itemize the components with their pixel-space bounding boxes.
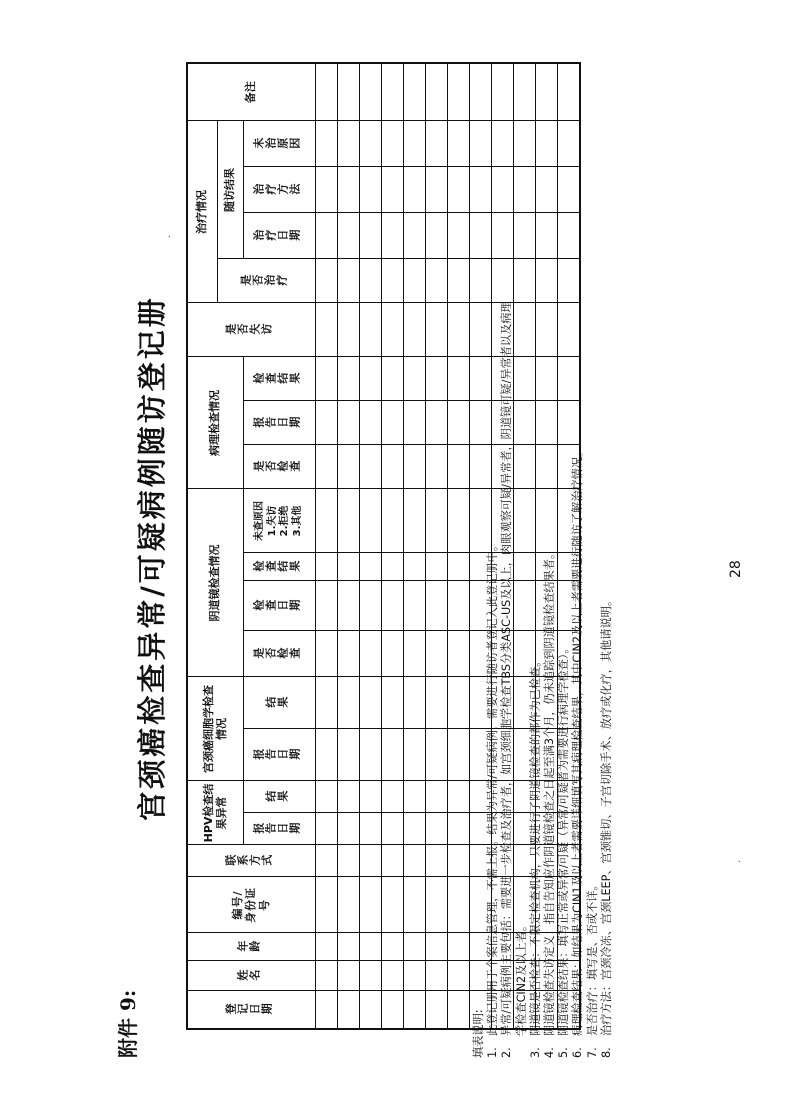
instructions-list xyxy=(486,38,614,1058)
table-cell[interactable] xyxy=(359,961,381,991)
table-cell[interactable] xyxy=(425,813,447,845)
table-cell[interactable] xyxy=(425,877,447,933)
table-cell[interactable] xyxy=(315,877,337,933)
table-cell[interactable] xyxy=(403,991,425,1029)
table-cell[interactable] xyxy=(359,845,381,877)
table-cell[interactable] xyxy=(315,213,337,259)
table-cell[interactable] xyxy=(425,63,447,121)
table-cell[interactable] xyxy=(447,259,469,303)
table-cell[interactable] xyxy=(337,401,359,445)
table-cell[interactable] xyxy=(381,63,403,121)
table-cell[interactable] xyxy=(447,781,469,813)
table-cell[interactable] xyxy=(359,813,381,845)
table-cell[interactable] xyxy=(337,729,359,781)
table-cell[interactable] xyxy=(315,303,337,357)
col-untreated-reason: 未治原因 xyxy=(243,121,315,167)
table-cell[interactable] xyxy=(425,303,447,357)
table-row xyxy=(381,63,403,1029)
appendix-label: 附件 9: xyxy=(116,989,140,1058)
table-cell[interactable] xyxy=(403,63,425,121)
instruction-number: 8. xyxy=(599,1047,613,1058)
table-cell[interactable] xyxy=(315,401,337,445)
instruction-text: 此登记册用于个案信息管理，不需上报。结果为异常/可疑病例，需要进行随访者登记入此登记册中。 xyxy=(486,539,500,1036)
table-cell[interactable] xyxy=(447,401,469,445)
table-cell[interactable] xyxy=(359,631,381,677)
group-colposcopy: 阴道镜检查情况 xyxy=(187,489,243,677)
col-name: 姓名 xyxy=(187,961,315,991)
table-cell[interactable] xyxy=(359,445,381,489)
table-cell[interactable] xyxy=(337,121,359,167)
col-colpo-date: 检查日期 xyxy=(243,581,315,631)
table-cell[interactable] xyxy=(337,553,359,581)
instruction-number: 7. xyxy=(585,1047,599,1058)
table-cell[interactable] xyxy=(359,553,381,581)
table-cell[interactable] xyxy=(447,357,469,401)
table-cell[interactable] xyxy=(425,845,447,877)
table-cell[interactable] xyxy=(447,961,469,991)
table-cell[interactable] xyxy=(381,581,403,631)
table-cell[interactable] xyxy=(381,813,403,845)
instructions-heading: 填表说明: xyxy=(472,1009,485,1058)
table-cell[interactable] xyxy=(381,489,403,553)
col-cyto-report-date: 报告日期 xyxy=(243,729,315,781)
instruction-number: 3. xyxy=(528,1047,542,1058)
instruction-text: 异常/可疑病例主要包括：需要进一步检查及治疗者，如宫颈细胞学检查TBS分类ASC-US及以上，肉眼观察可疑/异常者，阴道镜可疑/异常者以及病理 xyxy=(500,301,514,1036)
table-cell[interactable] xyxy=(403,781,425,813)
table-cell[interactable] xyxy=(315,259,337,303)
table-row xyxy=(447,63,469,1029)
table-cell[interactable] xyxy=(381,877,403,933)
table-cell[interactable] xyxy=(447,213,469,259)
table-cell[interactable] xyxy=(425,489,447,553)
table-cell[interactable] xyxy=(337,167,359,213)
col-hpv-report-date: 报告日期 xyxy=(243,813,315,845)
table-cell[interactable] xyxy=(315,729,337,781)
table-cell[interactable] xyxy=(447,991,469,1029)
col-id-number: 编号/身份证号 xyxy=(187,877,315,933)
table-cell[interactable] xyxy=(403,933,425,961)
table-cell[interactable] xyxy=(447,813,469,845)
table-cell[interactable] xyxy=(403,553,425,581)
table-cell[interactable] xyxy=(381,729,403,781)
page-title: 宫颈癌检查异常/可疑病例随访登记册 xyxy=(135,295,169,821)
table-row xyxy=(315,63,337,1029)
table-cell[interactable] xyxy=(447,167,469,213)
instruction-item xyxy=(500,38,514,1058)
table-cell[interactable] xyxy=(381,933,403,961)
table-cell[interactable] xyxy=(403,845,425,877)
table-cell[interactable] xyxy=(403,167,425,213)
instruction-text: 病理检查结果：如结果为CIN1及以上者需要详细填写其病理检查结果，其中CIN2及以上者需要进行随访了解治疗情况。 xyxy=(571,445,585,1036)
colpo-reason-2: 2.拒绝 xyxy=(279,505,290,537)
col-colpo-checked: 是否检查 xyxy=(243,631,315,677)
instruction-number: 6. xyxy=(571,1047,585,1058)
table-cell[interactable] xyxy=(425,167,447,213)
table-cell[interactable] xyxy=(337,303,359,357)
table-cell[interactable] xyxy=(315,581,337,631)
table-cell[interactable] xyxy=(337,631,359,677)
table-cell[interactable] xyxy=(315,781,337,813)
group-pathology: 病理检查情况 xyxy=(187,357,243,489)
table-cell[interactable] xyxy=(337,259,359,303)
table-row xyxy=(359,63,381,1029)
table-cell[interactable] xyxy=(403,489,425,553)
table-cell[interactable] xyxy=(403,729,425,781)
table-cell[interactable] xyxy=(381,121,403,167)
table-row xyxy=(425,63,447,1029)
table-cell[interactable] xyxy=(425,445,447,489)
table-cell[interactable] xyxy=(425,933,447,961)
table-cell[interactable] xyxy=(381,845,403,877)
table-cell[interactable] xyxy=(337,845,359,877)
instruction-item xyxy=(600,38,614,1058)
table-cell[interactable] xyxy=(403,303,425,357)
table-cell[interactable] xyxy=(447,877,469,933)
scan-mark: · xyxy=(165,234,176,238)
table-cell[interactable] xyxy=(425,581,447,631)
col-patho-result: 检查结果 xyxy=(243,357,315,401)
table-cell[interactable] xyxy=(447,581,469,631)
col-treated: 是否治疗 xyxy=(217,259,315,303)
table-cell[interactable] xyxy=(315,167,337,213)
table-cell[interactable] xyxy=(447,489,469,553)
table-cell[interactable] xyxy=(359,877,381,933)
table-cell[interactable] xyxy=(337,677,359,729)
table-cell[interactable] xyxy=(359,357,381,401)
table-cell[interactable] xyxy=(447,631,469,677)
colpo-reason-3: 3.其他 xyxy=(291,505,303,537)
table-cell[interactable] xyxy=(425,729,447,781)
col-cyto-result: 结果 xyxy=(243,677,315,729)
table-cell[interactable] xyxy=(359,63,381,121)
table-cell[interactable] xyxy=(381,259,403,303)
table-cell[interactable] xyxy=(381,303,403,357)
table-cell[interactable] xyxy=(403,445,425,489)
table-cell[interactable] xyxy=(337,213,359,259)
instruction-item xyxy=(529,38,543,1058)
table-cell[interactable] xyxy=(359,933,381,961)
table-cell[interactable] xyxy=(381,401,403,445)
table-cell[interactable] xyxy=(425,357,447,401)
instruction-text: 是否治疗：填写是、否或不详。 xyxy=(585,879,599,1036)
table-cell[interactable] xyxy=(425,781,447,813)
table-cell[interactable] xyxy=(315,677,337,729)
table-cell[interactable] xyxy=(359,401,381,445)
table-cell[interactable] xyxy=(403,813,425,845)
table-cell[interactable] xyxy=(403,357,425,401)
table-cell[interactable] xyxy=(447,933,469,961)
table-cell[interactable] xyxy=(381,445,403,489)
table-cell[interactable] xyxy=(359,677,381,729)
table-cell[interactable] xyxy=(381,991,403,1029)
instruction-text: 阴道镜检查失访定义：指自告知应作阴道镜检查之日起至满3个月，仍未追踪到阴道镜检查结果者。 xyxy=(543,547,557,1036)
table-cell[interactable] xyxy=(403,401,425,445)
table-cell[interactable] xyxy=(315,121,337,167)
table-cell[interactable] xyxy=(403,877,425,933)
scan-mark: · xyxy=(735,859,746,863)
col-hpv-result: 结果 xyxy=(243,781,315,813)
col-remarks: 备注 xyxy=(187,63,315,121)
table-cell[interactable] xyxy=(403,121,425,167)
table-cell[interactable] xyxy=(359,729,381,781)
table-cell[interactable] xyxy=(315,813,337,845)
table-cell[interactable] xyxy=(425,991,447,1029)
col-patho-checked: 是否检查 xyxy=(243,445,315,489)
table-cell[interactable] xyxy=(315,553,337,581)
table-cell[interactable] xyxy=(337,489,359,553)
instruction-item xyxy=(571,38,585,1058)
instruction-item xyxy=(486,38,500,1058)
instruction-text: 治疗方法：宫颈冷冻、宫颈LEEP、宫颈锥切、子宫切除手术、放疗或化疗，其他请说明。 xyxy=(599,594,613,1036)
group-treatment: 治疗情况 xyxy=(187,121,217,303)
table-cell[interactable] xyxy=(337,933,359,961)
table-cell[interactable] xyxy=(359,167,381,213)
table-cell[interactable] xyxy=(315,357,337,401)
colpo-reason-1: 1.失访 xyxy=(266,505,278,537)
table-cell[interactable] xyxy=(447,553,469,581)
table-cell[interactable] xyxy=(403,677,425,729)
table-cell[interactable] xyxy=(381,553,403,581)
instruction-number: 1. xyxy=(486,1047,500,1058)
table-cell[interactable] xyxy=(425,553,447,581)
table-cell[interactable] xyxy=(425,121,447,167)
table-row xyxy=(337,63,359,1029)
table-cell[interactable] xyxy=(403,213,425,259)
table-cell[interactable] xyxy=(337,961,359,991)
table-cell[interactable] xyxy=(315,961,337,991)
table-cell[interactable] xyxy=(403,581,425,631)
table-cell[interactable] xyxy=(381,167,403,213)
table-cell[interactable] xyxy=(425,677,447,729)
table-cell[interactable] xyxy=(381,781,403,813)
table-cell[interactable] xyxy=(359,581,381,631)
instruction-text: 阴道镜是否检查：不限定检查机构，只要进行了阴道镜检查的都作为已检查。 xyxy=(528,655,542,1036)
table-cell[interactable] xyxy=(337,445,359,489)
table-cell[interactable] xyxy=(315,991,337,1029)
table-cell[interactable] xyxy=(447,63,469,121)
col-reg-date: 登记日期 xyxy=(187,991,315,1029)
table-cell[interactable] xyxy=(315,489,337,553)
table-cell[interactable] xyxy=(359,121,381,167)
table-cell[interactable] xyxy=(359,489,381,553)
instruction-item xyxy=(557,38,571,1058)
col-treat-method: 治疗方法 xyxy=(243,167,315,213)
table-cell[interactable] xyxy=(447,121,469,167)
col-colpo-reason xyxy=(243,489,315,553)
table-cell[interactable] xyxy=(425,961,447,991)
table-cell[interactable] xyxy=(447,677,469,729)
table-cell[interactable] xyxy=(381,961,403,991)
table-cell[interactable] xyxy=(315,63,337,121)
table-cell[interactable] xyxy=(381,631,403,677)
table-cell[interactable] xyxy=(337,877,359,933)
table-cell[interactable] xyxy=(447,445,469,489)
table-cell[interactable] xyxy=(425,213,447,259)
table-row xyxy=(403,63,425,1029)
table-cell[interactable] xyxy=(425,631,447,677)
table-cell[interactable] xyxy=(359,213,381,259)
page-number: 28 xyxy=(728,560,744,578)
group-followup: 随访结果 xyxy=(217,121,243,259)
group-hpv: HPV检查结果异常 xyxy=(187,781,243,845)
table-cell[interactable] xyxy=(447,303,469,357)
col-patho-report-date: 报告日期 xyxy=(243,401,315,445)
table-cell[interactable] xyxy=(337,581,359,631)
table-cell[interactable] xyxy=(337,357,359,401)
fill-instructions xyxy=(472,38,614,1058)
table-cell[interactable] xyxy=(359,781,381,813)
table-cell[interactable] xyxy=(315,933,337,961)
table-cell[interactable] xyxy=(425,259,447,303)
col-treat-date: 治疗日期 xyxy=(243,213,315,259)
instruction-number: 5. xyxy=(557,1047,571,1058)
table-cell[interactable] xyxy=(315,445,337,489)
table-cell[interactable] xyxy=(315,845,337,877)
col-age: 年龄 xyxy=(187,933,315,961)
instruction-item xyxy=(586,38,600,1058)
table-cell[interactable] xyxy=(381,357,403,401)
table-cell[interactable] xyxy=(447,729,469,781)
group-cytology: 宫颈癌细胞学检查情况 xyxy=(187,677,243,781)
instruction-continuation: 学检查CIN2及以上者。 xyxy=(514,919,528,1036)
instruction-text: 阴道镜检查结果：填写正常或异常/可疑（异常/可疑者为需要进行病理学检查）。 xyxy=(557,642,571,1036)
table-cell[interactable] xyxy=(381,677,403,729)
table-cell[interactable] xyxy=(337,781,359,813)
col-colpo-result: 检查结果 xyxy=(243,553,315,581)
table-cell[interactable] xyxy=(359,991,381,1029)
table-cell[interactable] xyxy=(315,631,337,677)
colpo-reason-label: 未查原因 xyxy=(254,501,265,541)
table-cell[interactable] xyxy=(381,213,403,259)
instruction-item xyxy=(543,38,557,1058)
col-contact: 联系方式 xyxy=(187,845,315,877)
col-lost: 是否失访 xyxy=(187,303,315,357)
table-cell[interactable] xyxy=(403,259,425,303)
table-cell[interactable] xyxy=(337,63,359,121)
instruction-number: 4. xyxy=(543,1047,557,1058)
table-cell[interactable] xyxy=(403,631,425,677)
table-cell[interactable] xyxy=(359,303,381,357)
table-cell[interactable] xyxy=(337,813,359,845)
table-cell[interactable] xyxy=(359,259,381,303)
table-cell[interactable] xyxy=(403,961,425,991)
table-cell[interactable] xyxy=(447,845,469,877)
table-cell[interactable] xyxy=(337,991,359,1029)
instruction-number: 2. xyxy=(500,1047,514,1058)
table-cell[interactable] xyxy=(425,401,447,445)
